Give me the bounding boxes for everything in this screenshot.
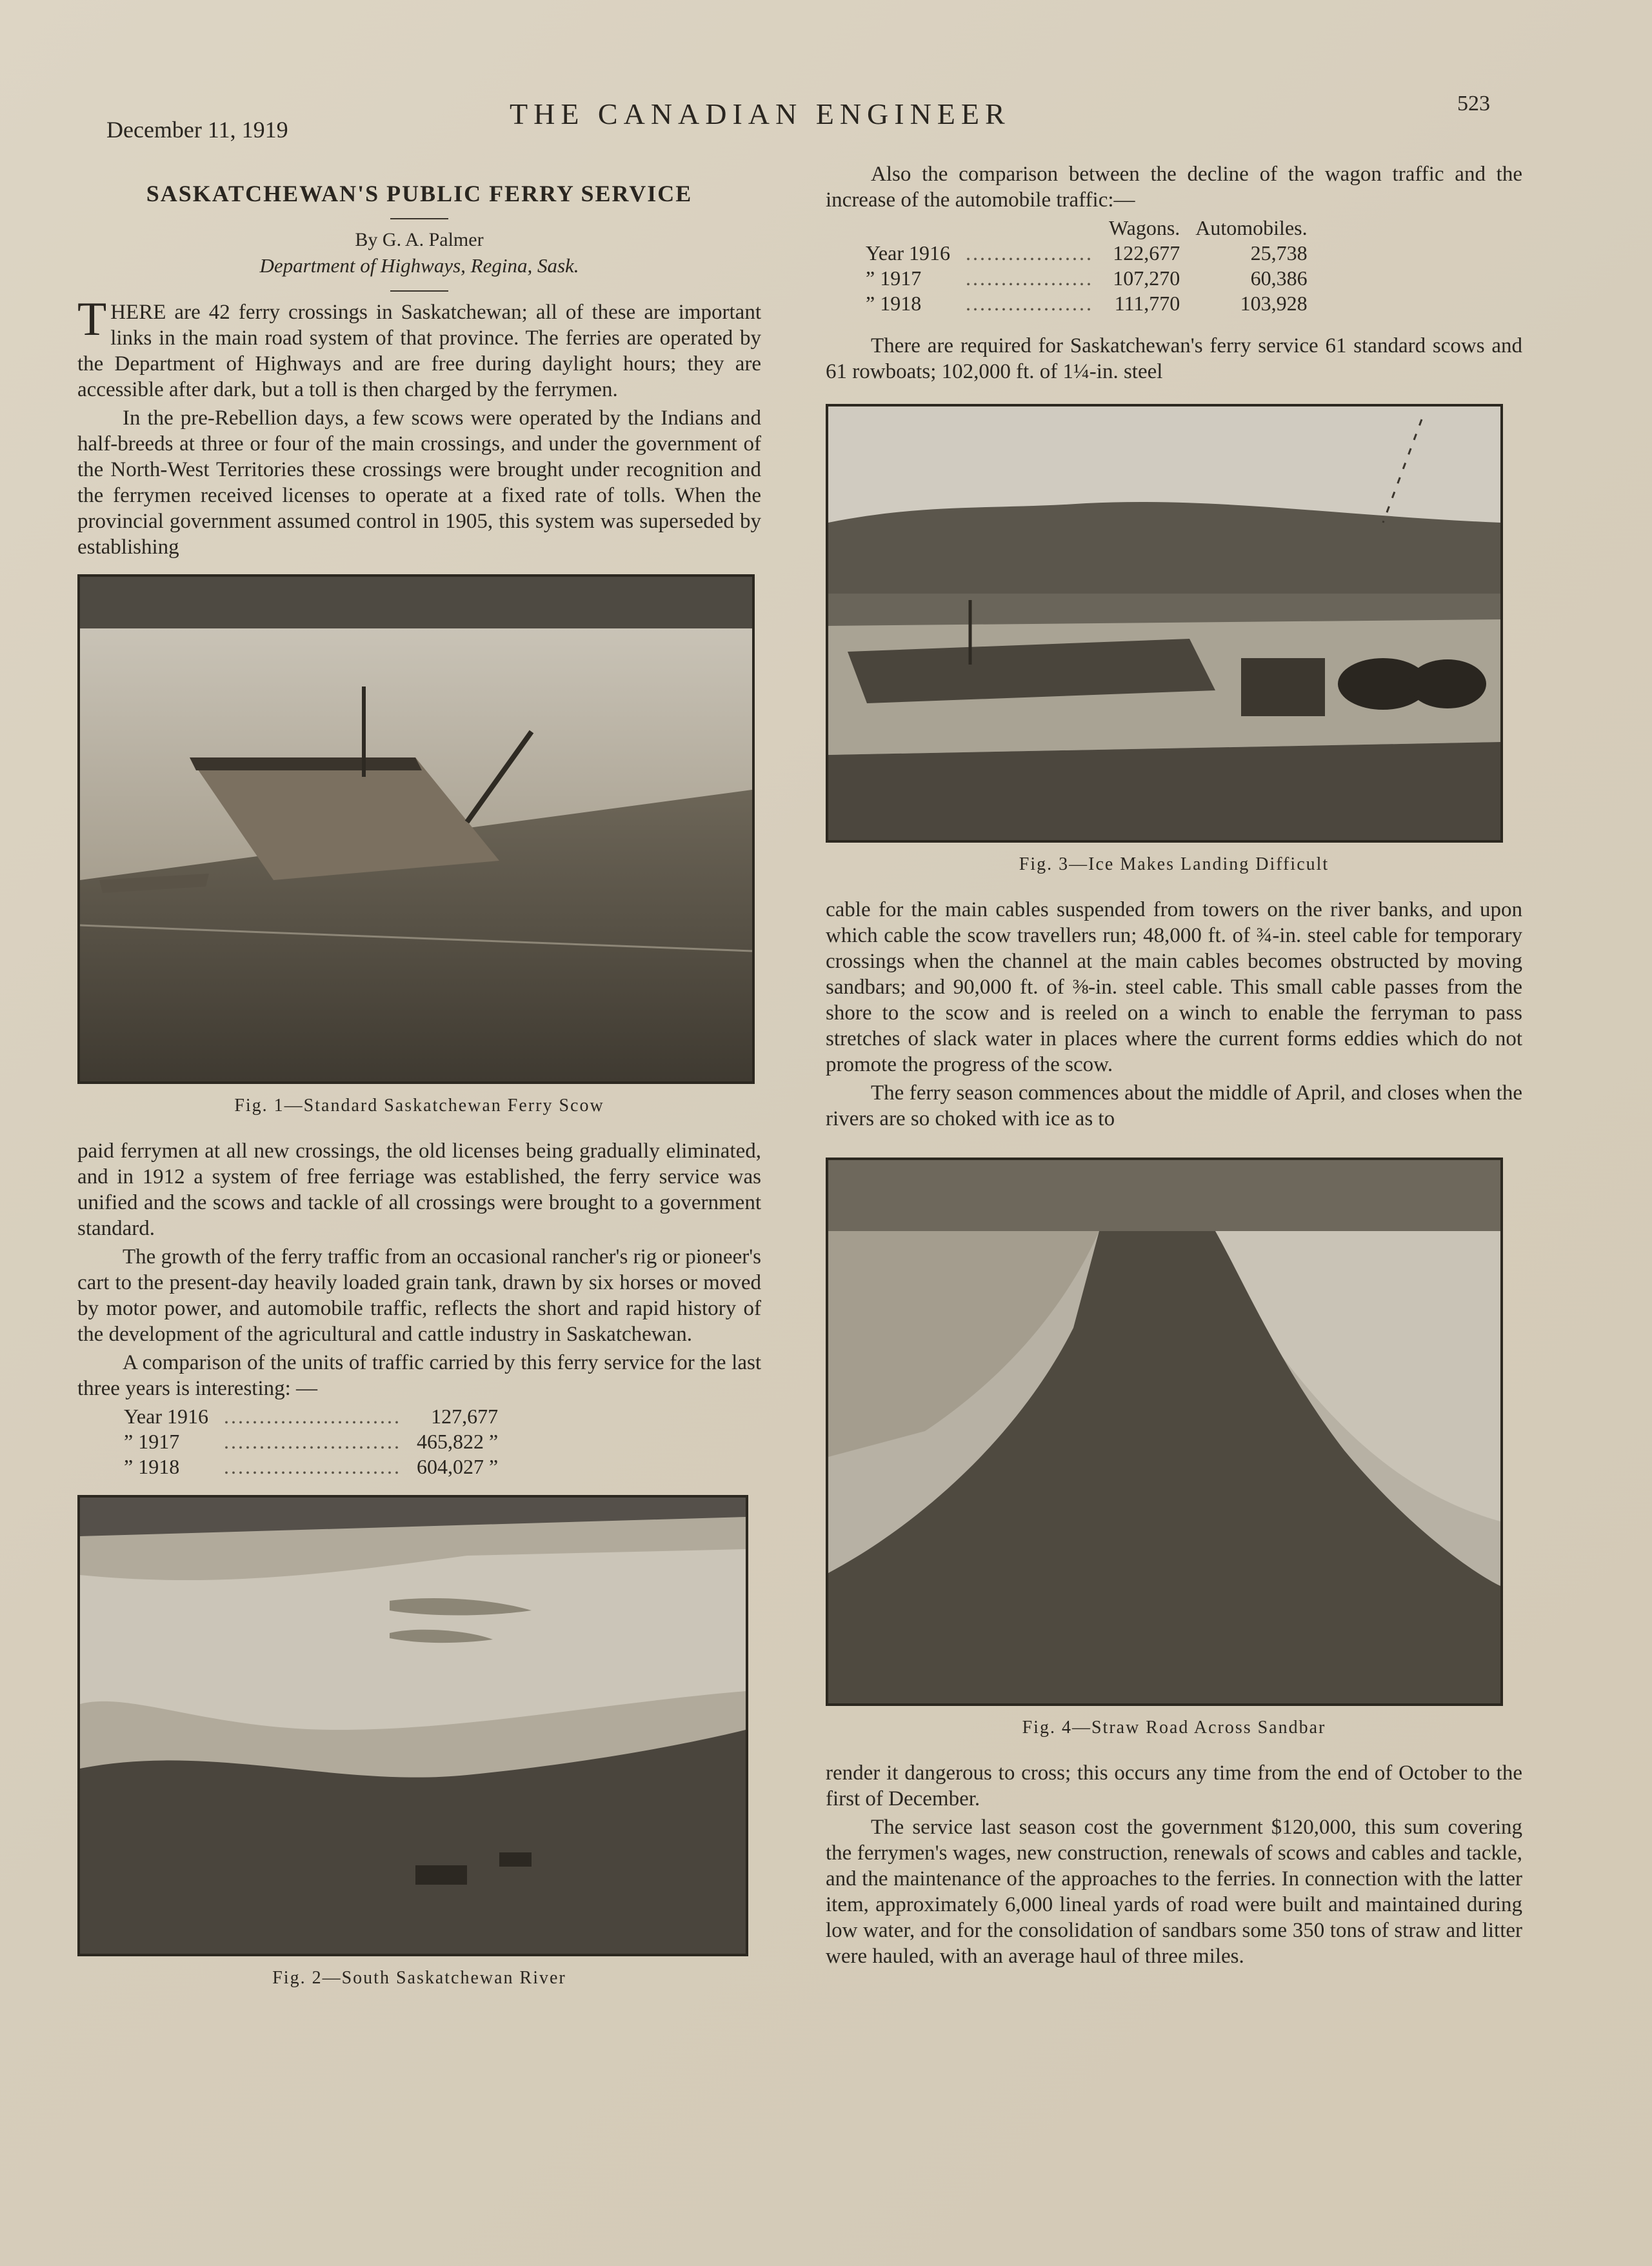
figure-3-caption: Fig. 3—Ice Makes Landing Difficult (1019, 854, 1329, 874)
column-header-automobiles: Automobiles. (1195, 216, 1308, 239)
table-cell-year: Year 1916 (124, 1405, 208, 1428)
table-row (858, 291, 1315, 316)
table-header-row (858, 216, 1315, 241)
table-cell-value: 604,027 ” (416, 1455, 499, 1478)
paragraph: cable for the main cables suspended from towers on the river banks, and upon which cable the scow travellers run; 48,000 ft. of ¾-in. steel cable for temporary crossings when the channel at the main cables becomes obstructed by moving sandbars; and 90,000 ft. of ⅜-in. steel cable. This small cable passes from the shore to the scow and is reeled on a winch to enable the ferryman to pass stretches of slack water in places where the current forms eddies which do not promote the progress of the scow. (826, 898, 1522, 1076)
title-rule (390, 218, 448, 219)
byline-rule (390, 290, 448, 292)
paragraph-text: HERE are 42 ferry crossings in Saskatchewan; all of these are important links in the main road system of that province. The ferries are operated by the Department of Highways and are free during daylight hours; they are accessible after dark, but a toll is then charged by the ferrymen. (77, 301, 761, 401)
leader-dots: ......................... (223, 1430, 401, 1453)
figure-1-caption: Fig. 1—Standard Saskatchewan Ferry Scow (234, 1096, 604, 1116)
author-department: Department of Highways, Regina, Sask. (259, 254, 579, 277)
figure-4-photo (826, 1158, 1503, 1706)
ferry-scow-image (80, 577, 752, 1081)
figure-4-caption: Fig. 4—Straw Road Across Sandbar (1022, 1718, 1326, 1738)
running-head (103, 92, 1490, 143)
table-cell-year: ” 1918 (124, 1455, 180, 1478)
paragraph (77, 293, 761, 403)
issue-date: December 11, 1919 (106, 117, 288, 143)
right-column (826, 161, 1522, 1972)
paragraph: In the pre-Rebellion days, a few scows were operated by the Indians and half-breeds at three or four of the main crossings, and under the government of the North-West Territories these crossings were brought under recognition and the ferrymen received licenses to operate at a fixed rate of tolls. When the provincial government assumed control in 1905, this system was superseded by establishing (77, 406, 761, 559)
table-cell-autos: 60,386 (1250, 266, 1308, 290)
paragraph: render it dangerous to cross; this occurs any time from the end of October to the first of December. (826, 1761, 1522, 1810)
table-cell-year: ” 1917 (866, 266, 922, 290)
leader-dots: .................. (965, 266, 1093, 290)
table-cell-autos: 103,928 (1240, 292, 1308, 315)
leader-dots: ......................... (223, 1455, 401, 1478)
leader-dots: .................. (965, 292, 1093, 315)
figure-1-photo (77, 574, 755, 1084)
figure-2-photo (77, 1495, 748, 1956)
table-row (858, 266, 1315, 291)
straw-road-image (828, 1160, 1500, 1703)
river-image (80, 1498, 746, 1954)
ice-landing-image (828, 406, 1500, 840)
page-number: 523 (1457, 92, 1490, 115)
table-cell-year: Year 1916 (866, 241, 950, 265)
table-cell-wagons: 122,677 (1113, 241, 1180, 265)
drop-cap: T (77, 293, 107, 346)
paragraph: Also the comparison between the decline of the wagon traffic and the increase of the automobile traffic:— (826, 163, 1522, 212)
left-column (77, 174, 761, 2010)
paragraph: The ferry season commences about the middle of April, and closes when the rivers are so choked with ice as to (826, 1081, 1522, 1130)
column-header-wagons: Wagons. (1108, 216, 1180, 239)
table-cell-year: ” 1917 (124, 1430, 180, 1453)
table-cell-wagons: 107,270 (1113, 266, 1180, 290)
leader-dots: ......................... (223, 1405, 401, 1428)
table-cell-year: ” 1918 (866, 292, 922, 315)
table-cell-wagons: 111,770 (1114, 292, 1180, 315)
paragraph: The service last season cost the government $120,000, this sum covering the ferrymen's wages, new construction, renewals of scows and cables and tackle, and the maintenance of the approaches to the ferries. In connection with the latter item, approximately 6,000 lineal yards of road were built and maintained during low water, and for the consolidation of sandbars some 350 tons of straw and litter were hauled, with an average haul of three miles. (826, 1816, 1522, 1968)
article-title: SASKATCHEWAN'S PUBLIC FERRY SERVICE (146, 181, 693, 206)
leader-dots: .................. (965, 241, 1093, 265)
journal-title: THE CANADIAN ENGINEER (510, 97, 1011, 130)
paragraph: paid ferrymen at all new crossings, the old licenses being gradually eliminated, and in 1912 a system of free ferriage was established, the ferry service was unified and the scows and tackle of all crossings were brought to a government standard. (77, 1139, 761, 1240)
table-row (116, 1404, 506, 1429)
paragraph: A comparison of the units of traffic carried by this ferry service for the last three years is interesting: — (77, 1351, 761, 1400)
figure-2-caption: Fig. 2—South Saskatchewan River (272, 1968, 566, 1988)
table-row (116, 1429, 506, 1454)
figure-3-photo (826, 404, 1503, 843)
traffic-table (116, 1404, 506, 1479)
table-row (116, 1454, 506, 1479)
byline: By G. A. Palmer (355, 229, 484, 250)
table-cell-autos: 25,738 (1250, 241, 1308, 265)
table-cell-value: 465,822 ” (416, 1430, 499, 1453)
vehicle-table (858, 216, 1315, 316)
table-row (858, 241, 1315, 266)
paragraph: The growth of the ferry traffic from an occasional rancher's rig or pioneer's cart to the present-day heavily loaded grain tank, drawn by six horses or moved by motor power, and automobile traffic, reflects the short and rapid history of the development of the agricultural and cattle industry in Saskatchewan. (77, 1245, 761, 1346)
table-cell-value: 127,677 (431, 1405, 499, 1428)
paragraph: There are required for Saskatchewan's ferry service 61 standard scows and 61 rowboats; 102,000 ft. of 1¼-in. steel (826, 334, 1522, 383)
